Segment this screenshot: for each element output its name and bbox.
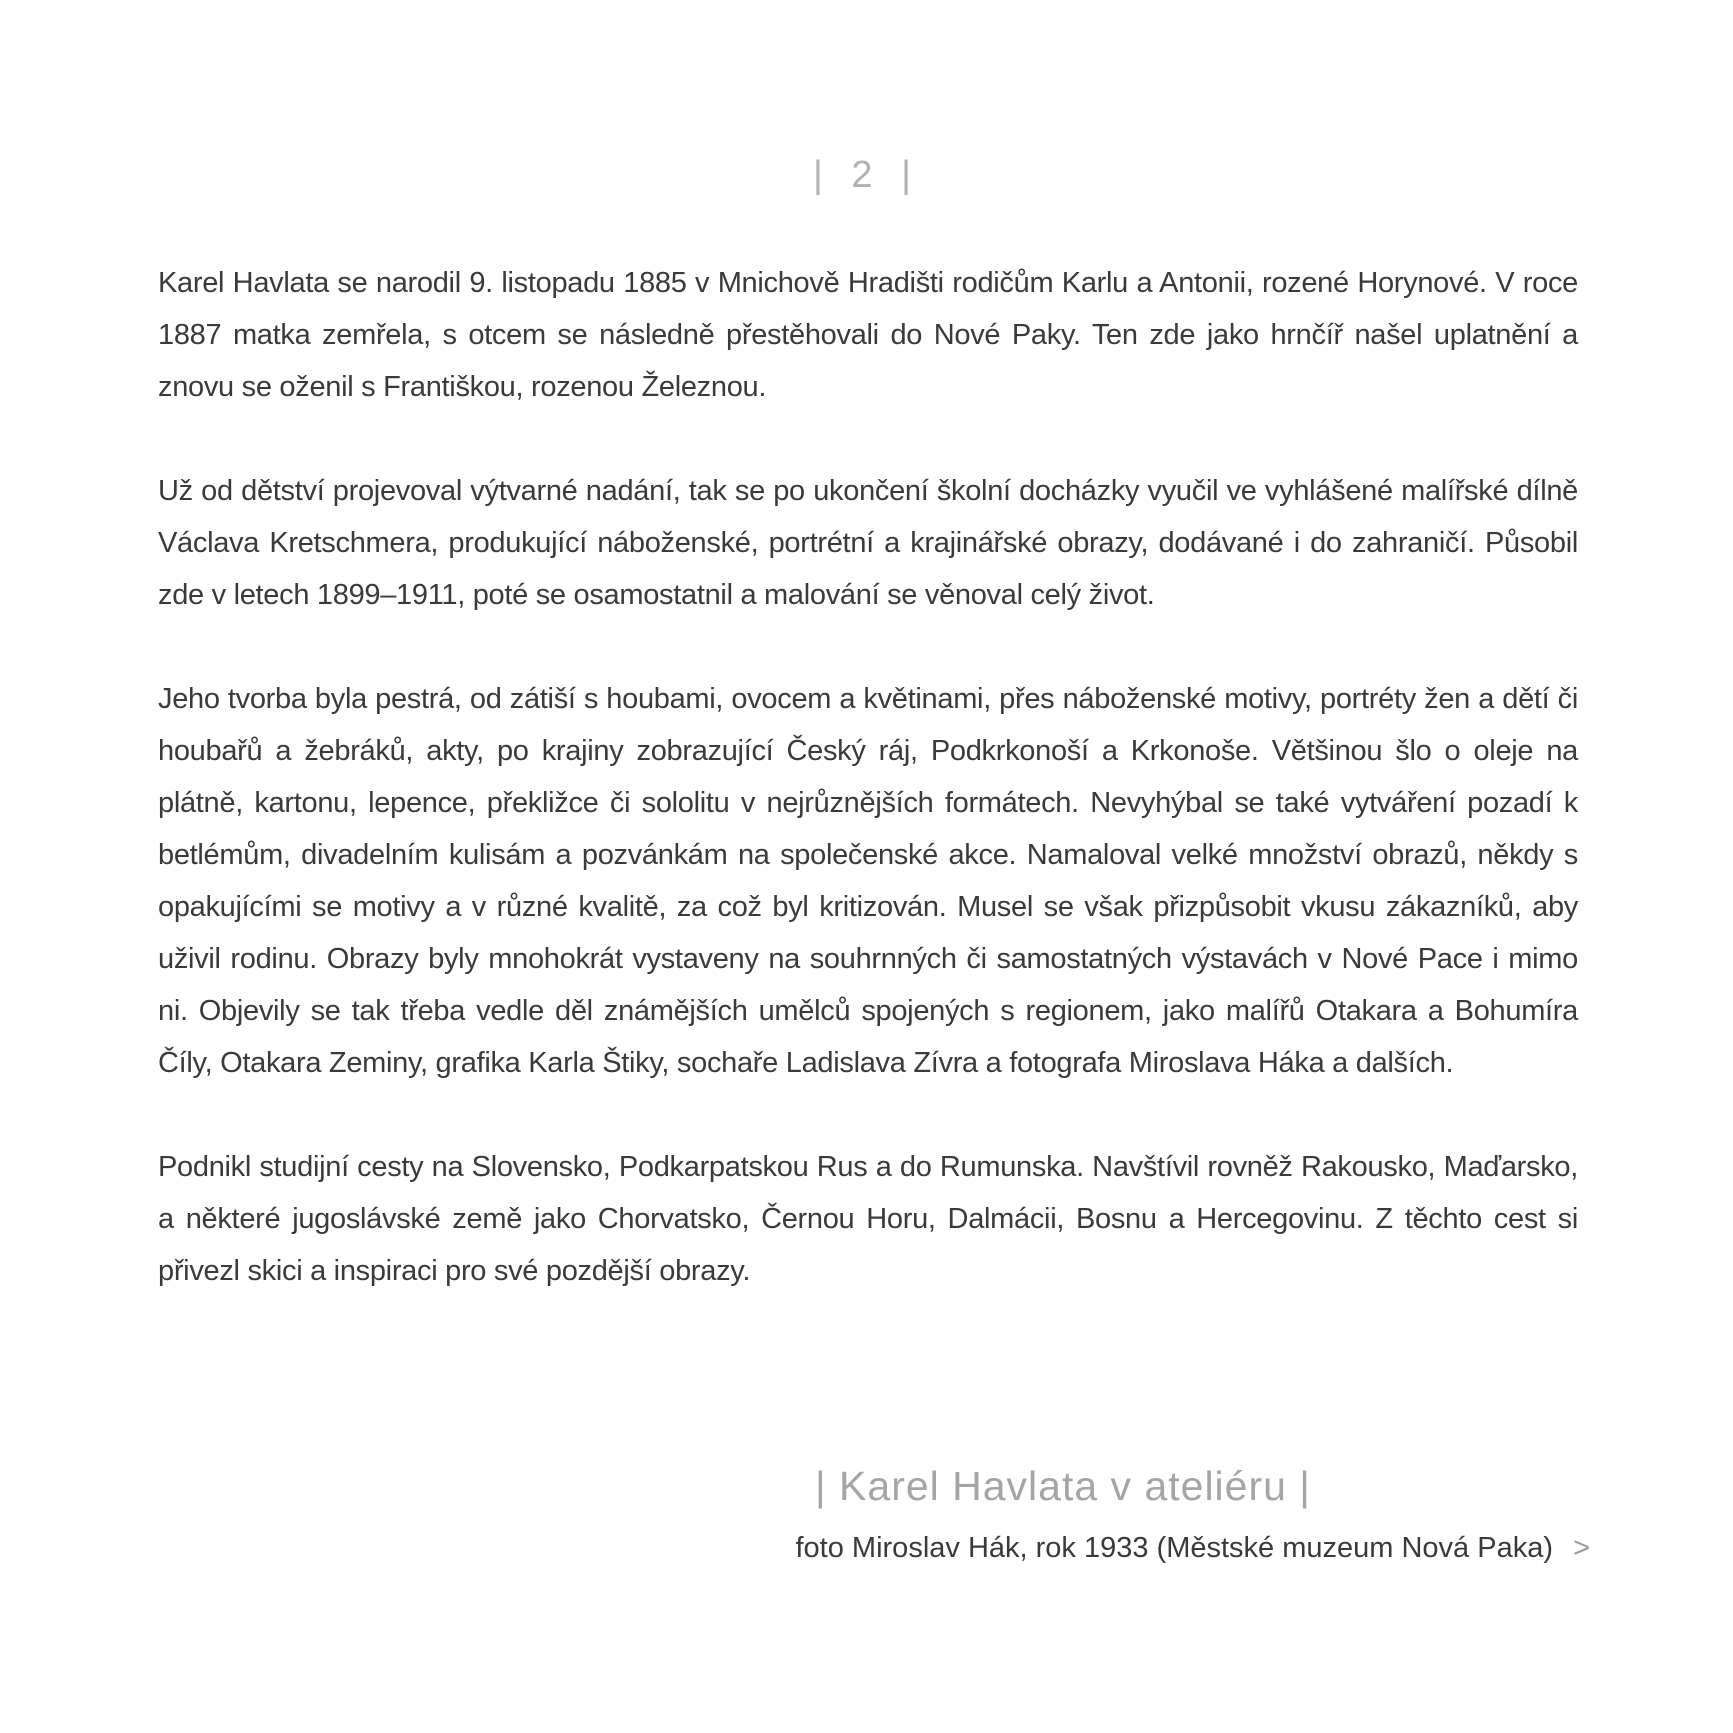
photo-caption-credit-row: [796, 1528, 1591, 1568]
photo-caption-credit: foto Miroslav Hák, rok 1933 (Městské muzeum Nová Paka): [795, 1532, 1553, 1564]
photo-caption-title: | Karel Havlata v ateliéru |: [815, 1463, 1311, 1509]
paragraph-oeuvre: Jeho tvorba byla pestrá, od zátiší s houbami, ovocem a květinami, přes náboženské motivy, portréty žen a dětí či houbařů a žebráků, akty, po krajiny zobrazující Český ráj, Podkrkonoší a Krkonoše. Většinou šlo o oleje na plátně, kartonu, lepence, překližce či sololitu v nejrůznějších formátech. Nevyhýbal se také vytváření pozadí k betlémům, divadelním kulisám a pozvánkám na společenské akce. Namaloval velké množství obrazů, někdy s opakujícími se motivy a v různé kvalitě, za což byl kritizován. Musel se však přizpůsobit vkusu zákazníků, aby uživil rodinu. Obrazy byly mnohokrát vystaveny na souhrnných či samostatných výstavách v Nové Pace i mimo ni. Objevily se tak třeba vedle děl známějších umělců spojených s regionem, jako malířů Otakara a Bohumíra Číly, Otakara Zeminy, grafika Karla Štiky, sochaře Ladislava Zívra a fotografa Miroslava Háka a dalších.: [158, 683, 1578, 1079]
paragraph-birth-family: Karel Havlata se narodil 9. listopadu 1885 v Mnichově Hradišti rodičům Karlu a Antonii, rozené Horynové. V roce 1887 matka zemřela, s otcem se následně přestěhovali do Nové Paky. Ten zde jako hrnčíř našel uplatnění a znovu se oženil s Františkou, rozenou Železnou.: [158, 267, 1578, 403]
page-number: | 2 |: [813, 154, 920, 196]
paragraph-apprenticeship: Už od dětství projevoval výtvarné nadání, tak se po ukončení školní docházky vyučil ve vyhlášené malířské dílně Václava Kretschmera, produkující náboženské, portrétní a krajinářské obrazy, dodávané i do zahraničí. Působil zde v letech 1899–1911, poté se osamostatnil a malování se věnoval celý život.: [158, 475, 1578, 611]
article-body: [158, 257, 1578, 1349]
next-page-arrow-icon[interactable]: >: [1573, 1532, 1590, 1564]
paragraph-travels: Podnikl studijní cesty na Slovensko, Podkarpatskou Rus a do Rumunska. Navštívil rovněž Rakousko, Maďarsko, a některé jugoslávské země jako Chorvatsko, Černou Horu, Dalmácii, Bosnu a Hercegovinu. Z těchto cest si přivezl skici a inspiraci pro své pozdější obrazy.: [158, 1151, 1578, 1287]
